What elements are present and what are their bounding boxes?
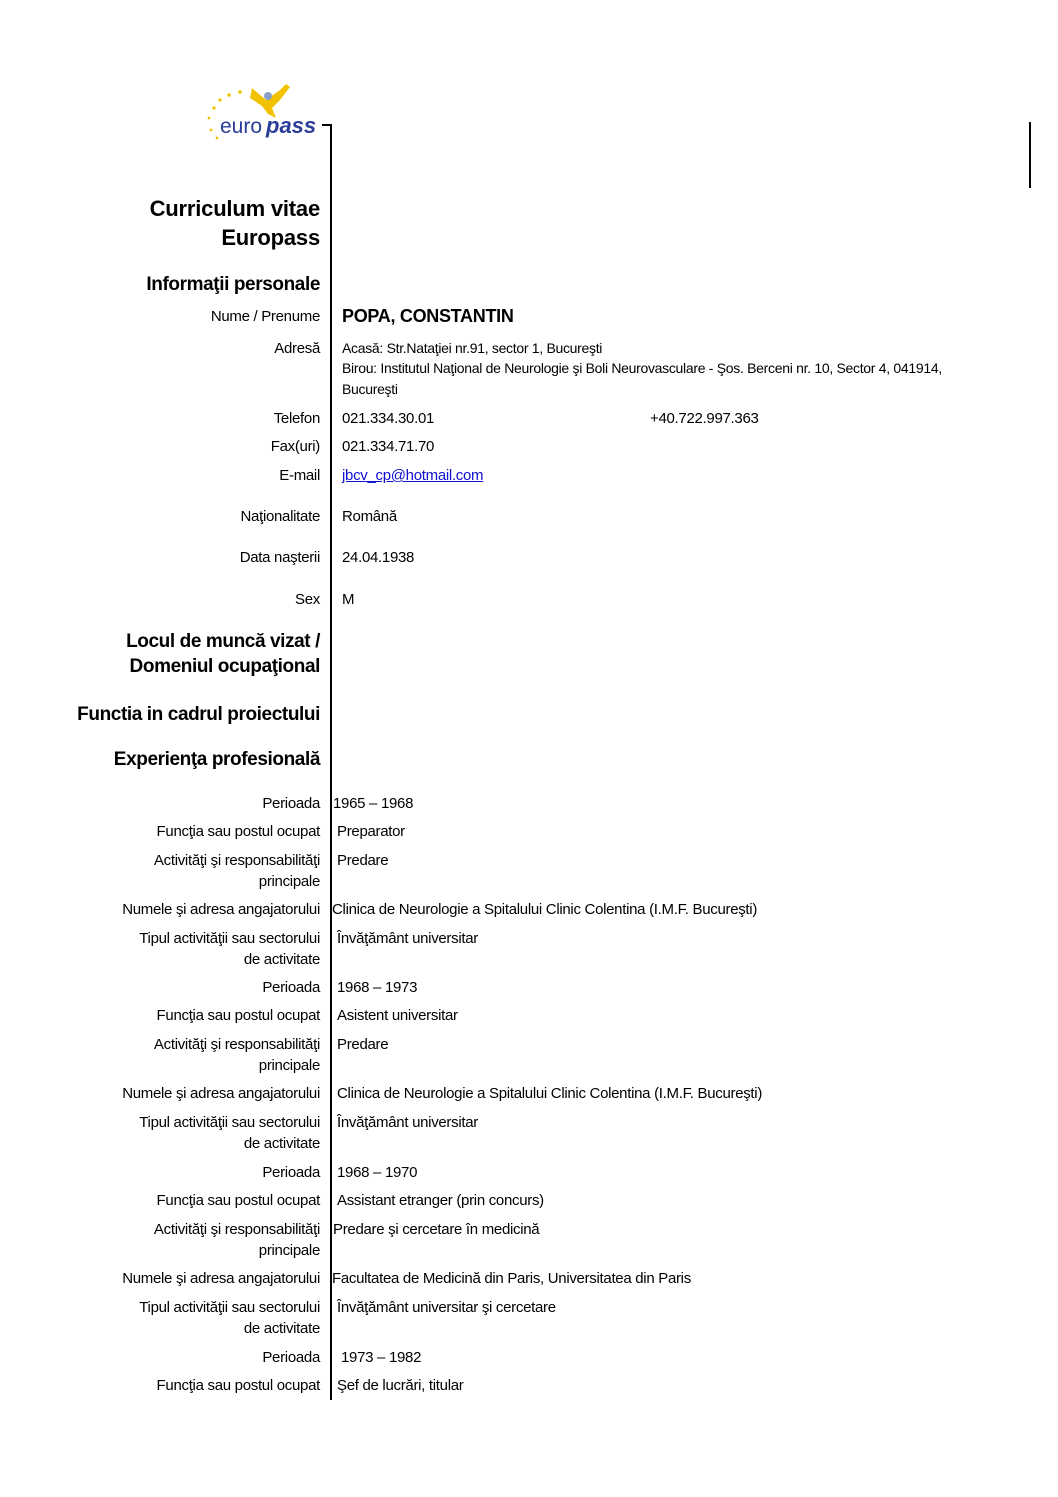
experience-period-value: 1968 – 1970: [337, 1164, 418, 1181]
experience-employer-value: Facultatea de Medicină din Paris, Universitatea din Paris: [332, 1270, 691, 1287]
experience-position-label: Funcţia sau postul ocupat: [156, 1007, 320, 1024]
address-label: Adresă: [274, 340, 320, 357]
mobile-value: +40.722.997.363: [650, 410, 759, 427]
experience-employer-label: Numele şi adresa angajatorului: [122, 1085, 320, 1102]
experience-position-label: Funcţia sau postul ocupat: [156, 1377, 320, 1394]
experience-sector-value: Învăţământ universitar: [337, 930, 478, 947]
birthdate-value: 24.04.1938: [342, 549, 415, 566]
experience-position-value: Asistent universitar: [337, 1007, 458, 1024]
experience-employer-label: Numele şi adresa angajatorului: [122, 901, 320, 918]
experience-sector-label: Tipul activităţii sau sectorului de activitate: [139, 1114, 320, 1152]
experience-activities-value: Predare: [337, 852, 389, 869]
experience-period-label: Perioada: [262, 1349, 320, 1366]
cv-title: Curriculum vitae: [149, 196, 320, 221]
experience-period-value: 1973 – 1982: [341, 1349, 422, 1366]
project-role-heading: Functia in cadrul proiectului: [77, 704, 320, 725]
experience-position-value: Preparator: [337, 823, 405, 840]
address-city: Bucureşti: [342, 381, 398, 397]
desired-job-heading: Locul de muncă vizat /: [126, 631, 320, 652]
fax-value: 021.334.71.70: [342, 438, 435, 455]
europass-logo-icon: [200, 78, 330, 148]
address-office: Birou: Institutul Naţional de Neurologie şi Boli Neurovasculare - Şos. Berceni nr. 10, Sector 4, 041914,: [342, 360, 942, 376]
experience-activities-label: Activităţi şi responsabilităţi principale: [153, 1036, 320, 1074]
svg-text:euro: euro: [220, 115, 263, 138]
experience-period-label: Perioada: [262, 979, 320, 996]
fax-label: Fax(uri): [270, 438, 320, 455]
phone-value: 021.334.30.01: [342, 410, 435, 427]
birthdate-label: Data naşterii: [239, 549, 320, 566]
right-margin-line: [1029, 122, 1031, 188]
europass-logo: [200, 78, 330, 148]
cv-subtitle: Europass: [221, 225, 320, 250]
full-name: POPA, CONSTANTIN: [342, 306, 514, 326]
svg-text:pass: pass: [266, 113, 317, 138]
experience-position-value: Assistant etranger (prin concurs): [337, 1192, 544, 1209]
email-link[interactable]: jbcv_cp@hotmail.com: [342, 467, 484, 484]
experience-sector-value: Învăţământ universitar şi cercetare: [337, 1299, 556, 1316]
experience-period-label: Perioada: [262, 795, 320, 812]
nationality-value: Română: [342, 508, 397, 525]
experience-sector-label: Tipul activităţii sau sectorului de activitate: [139, 930, 320, 968]
experience-activities-label: Activităţi şi responsabilităţi principale: [153, 1221, 320, 1259]
sex-value: M: [342, 591, 355, 608]
name-label: Nume / Prenume: [210, 308, 320, 325]
phone-label: Telefon: [273, 410, 320, 427]
email-label: E-mail: [279, 467, 320, 484]
experience-position-label: Funcţia sau postul ocupat: [156, 823, 320, 840]
experience-period-value: 1968 – 1973: [337, 979, 418, 996]
experience-activities-value: Predare şi cercetare în medicină: [333, 1221, 540, 1238]
experience-employer-value: Clinica de Neurologie a Spitalului Clinic Colentina (I.M.F. Bucureşti): [337, 1085, 763, 1102]
experience-heading: Experienţa profesională: [113, 749, 320, 770]
column-divider: [330, 124, 332, 1400]
experience-employer-value: Clinica de Neurologie a Spitalului Clinic Colentina (I.M.F. Bucureşti): [332, 901, 758, 918]
nationality-label: Naţionalitate: [240, 508, 320, 525]
occupational-field-heading: Domeniul ocupaţional: [129, 656, 320, 677]
address-home: Acasă: Str.Nataţiei nr.91, sector 1, Bucureşti: [342, 340, 603, 356]
experience-period-value: 1965 – 1968: [333, 795, 414, 812]
experience-period-label: Perioada: [262, 1164, 320, 1181]
experience-position-label: Funcţia sau postul ocupat: [156, 1192, 320, 1209]
experience-activities-value: Predare: [337, 1036, 389, 1053]
sex-label: Sex: [295, 591, 320, 608]
personal-info-heading: Informaţii personale: [146, 274, 320, 295]
experience-activities-label: Activităţi şi responsabilităţi principale: [153, 852, 320, 890]
experience-position-value: Şef de lucrări, titular: [337, 1377, 464, 1394]
experience-sector-label: Tipul activităţii sau sectorului de activitate: [139, 1299, 320, 1337]
experience-sector-value: Învăţământ universitar: [337, 1114, 478, 1131]
experience-employer-label: Numele şi adresa angajatorului: [122, 1270, 320, 1287]
